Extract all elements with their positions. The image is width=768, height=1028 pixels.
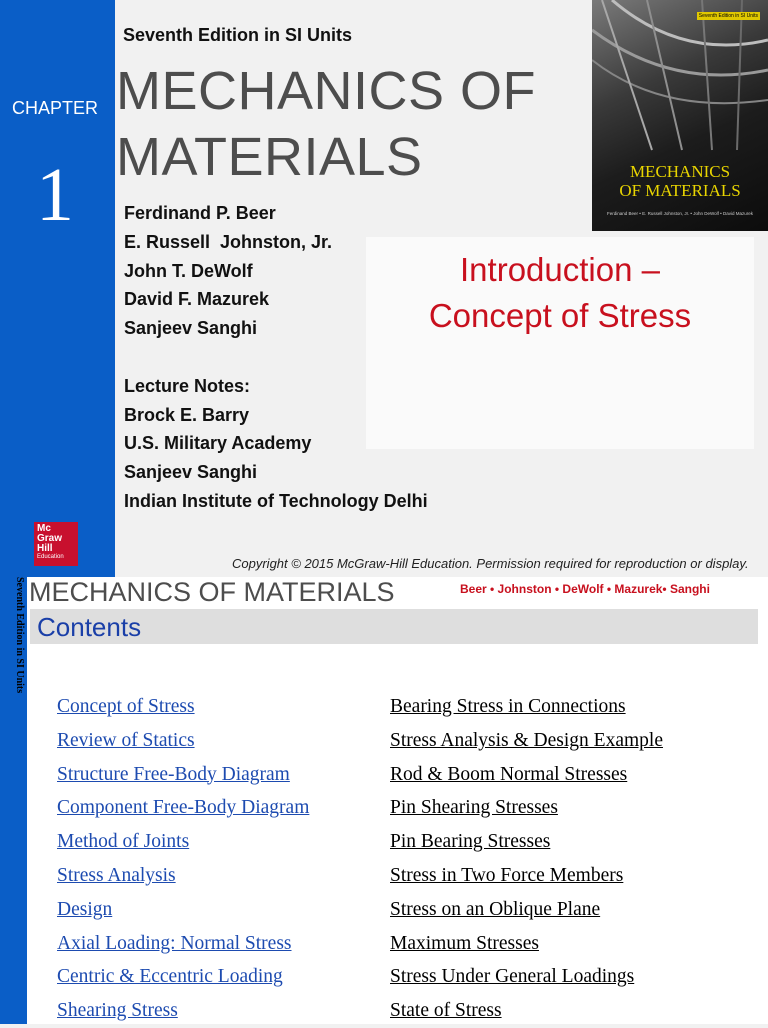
contents-title: Contents <box>37 612 142 642</box>
slide-header-authors: Beer • Johnston • DeWolf • Mazurek• Sanghi <box>460 582 710 596</box>
toc-link[interactable]: Centric & Eccentric Loading <box>57 966 283 988</box>
book-title-line: MECHANICS OF <box>116 61 537 121</box>
toc-link[interactable]: Rod & Boom Normal Stresses <box>390 763 628 785</box>
toc-link[interactable]: Bearing Stress in Connections <box>390 696 626 717</box>
toc-link[interactable]: Maximum Stresses <box>390 932 539 954</box>
toc-link[interactable]: Shearing Stress <box>57 1000 178 1022</box>
contents-slide <box>0 577 768 1024</box>
chapter-sidebar <box>0 0 115 577</box>
intro-title-line: Introduction – <box>460 251 660 288</box>
copyright-notice: Copyright © 2015 McGraw-Hill Education. Permission required for reproduction or display. <box>232 556 749 571</box>
cover-title-line: OF MATERIALS <box>619 181 741 200</box>
toc-link[interactable]: Component Free-Body Diagram <box>57 797 310 819</box>
cover-authors: Ferdinand Beer • E. Russell Johnston, Jr. • John DeWolf • David Mazurek <box>607 211 753 216</box>
toc-link[interactable]: Structure Free-Body Diagram <box>57 763 290 785</box>
author-name: John T. DeWolf <box>124 260 253 281</box>
author-name: Ferdinand P. Beer <box>124 203 276 223</box>
toc-link[interactable]: Method of Joints <box>57 831 190 853</box>
vertical-edition-label: Seventh Edition in SI Units <box>14 577 25 694</box>
toc-link[interactable]: Review of Statics <box>57 729 195 751</box>
author-name: E. Russell Johnston, Jr. <box>124 231 333 252</box>
cover-title <box>592 162 768 200</box>
book-title-line: MATERIALS <box>116 127 423 187</box>
intro-title <box>366 247 754 339</box>
contents-heading-bar <box>30 609 758 644</box>
book-title <box>116 58 536 190</box>
lecture-notes-label: Lecture Notes: <box>124 375 251 396</box>
book-cover-image <box>592 0 768 231</box>
edition-sidebar <box>0 577 27 1024</box>
toc-link[interactable]: Axial Loading: Normal Stress <box>57 932 292 954</box>
toc-link[interactable]: Pin Bearing Stresses <box>390 831 551 853</box>
logo-line: Mc <box>37 523 51 534</box>
edition-label: Seventh Edition in SI Units <box>123 25 353 45</box>
author-name: David F. Mazurek <box>124 289 270 310</box>
logo-line: Graw <box>37 533 63 544</box>
logo-line: Hill <box>37 543 53 554</box>
intro-title-line: Concept of Stress <box>428 297 692 334</box>
cover-edition-badge: Seventh Edition in SI Units <box>698 13 758 19</box>
toc-right-column <box>390 690 663 1028</box>
chapter-label: CHAPTER <box>11 98 98 118</box>
toc-link[interactable]: Design <box>57 898 113 920</box>
lecture-notes-item: U.S. Military Academy <box>124 433 312 454</box>
toc-link[interactable]: Concept of Stress <box>57 696 195 717</box>
toc-link[interactable]: State of Stress <box>390 1000 502 1022</box>
toc-link[interactable]: Stress in Two Force Members <box>390 864 624 886</box>
toc-link[interactable]: Stress Analysis & Design Example <box>390 729 663 751</box>
cover-title-line: MECHANICS <box>629 162 731 181</box>
lecture-notes-item: Indian Institute of Technology Delhi <box>124 490 428 511</box>
mcgraw-hill-logo <box>34 522 78 566</box>
intro-box <box>366 237 754 449</box>
toc-link[interactable]: Stress Analysis <box>57 864 176 886</box>
toc-link[interactable]: Pin Shearing Stresses <box>390 797 558 819</box>
lecture-notes-item: Brock E. Barry <box>124 404 250 425</box>
toc-left-column <box>57 690 309 1028</box>
author-name: Sanjeev Sanghi <box>124 318 258 339</box>
logo-line: Education <box>37 554 64 560</box>
lecture-notes-item: Sanjeev Sanghi <box>124 462 258 483</box>
toc-link[interactable]: Stress Under General Loadings <box>390 966 635 988</box>
toc-link[interactable]: Stress on an Oblique Plane <box>390 898 601 920</box>
chapter-number: 1 <box>36 153 74 237</box>
slide-header-title: MECHANICS OF MATERIALS <box>29 577 395 607</box>
